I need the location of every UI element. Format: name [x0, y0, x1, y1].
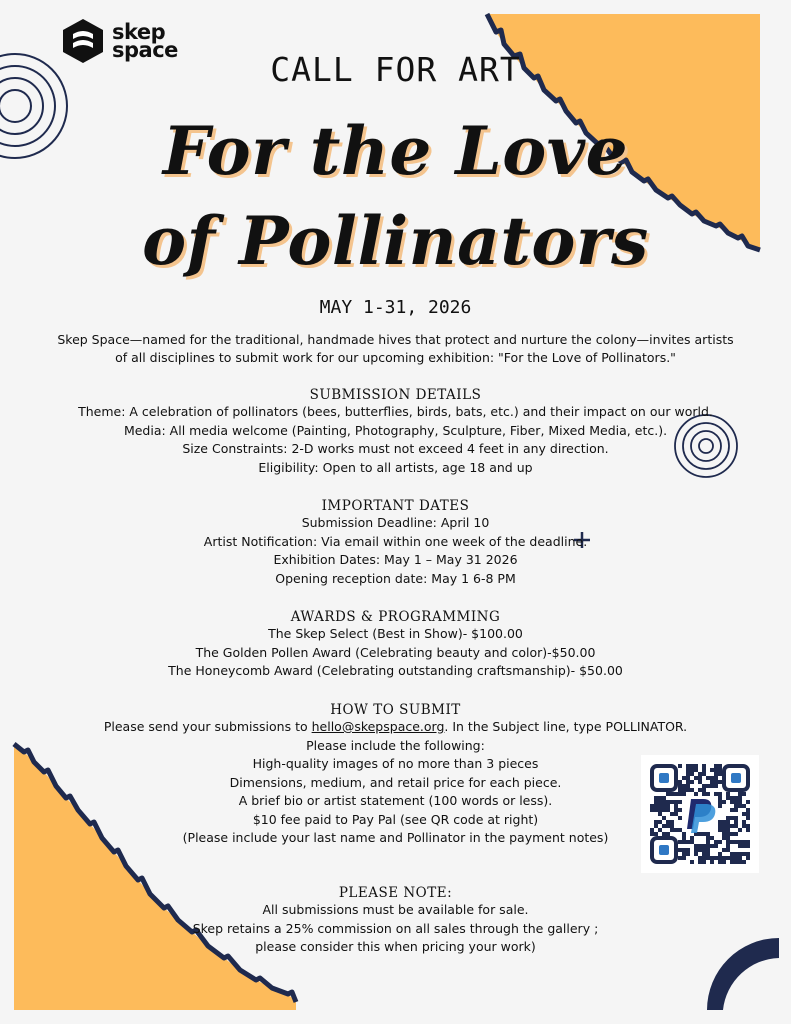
howto-line: Please include the following:	[306, 737, 485, 753]
awards-heading: AWARDS & PROGRAMMING	[290, 609, 501, 625]
submission-details-section	[0, 387, 791, 477]
title-line-1: For the Love	[162, 112, 629, 190]
call-for-art-kicker: CALL FOR ART	[270, 50, 521, 89]
please-note-section	[0, 885, 791, 957]
send-instructions: Please send your submissions to hello@skepspace.org. In the Subject line, type POLLINATOR.	[103, 719, 688, 734]
submission-line: Media: All media welcome (Painting, Photography, Sculpture, Fiber, Mixed Media, etc.).	[123, 422, 668, 438]
award-line: The Skep Select (Best in Show)- $100.00	[268, 626, 523, 641]
important-dates-heading: IMPORTANT DATES	[321, 498, 470, 514]
howto-line: High-quality images of no more than 3 pieces	[252, 756, 539, 771]
logo-text: skep space	[112, 20, 178, 62]
qr-code-graphic	[641, 755, 759, 873]
howto-line: (Please include your last name and Pollinator in the payment notes)	[182, 830, 609, 845]
awards-section	[0, 609, 791, 681]
email-link[interactable]: hello@skepspace.org	[311, 719, 445, 734]
dates-line: Exhibition Dates: May 1 – May 31 2026	[273, 552, 518, 567]
submission-line: Eligibility: Open to all artists, age 18 and up	[258, 459, 533, 475]
intro-paragraph: Skep Space—named for the traditional, handmade hives that protect and nurture the colony—invites artists of all disciplines to submit work for our upcoming exhibition: "For the Love of Pollinators."	[57, 332, 734, 365]
dates-line: Opening reception date: May 1 6-8 PM	[275, 570, 516, 586]
note-line: Skep retains a 25% commission on all sales through the gallery ;	[192, 920, 599, 936]
award-line: The Honeycomb Award (Celebrating outstanding craftsmanship)- $50.00	[168, 663, 623, 678]
please-note-heading: PLEASE NOTE:	[338, 885, 453, 901]
note-line: All submissions must be available for sale.	[262, 902, 529, 917]
how-to-submit-heading: HOW TO SUBMIT	[330, 702, 461, 718]
dates-line: Artist Notification: Via email within one week of the deadline.	[203, 533, 588, 549]
howto-line: Dimensions, medium, and retail price for each piece.	[229, 774, 562, 790]
paypal-icon	[687, 799, 715, 833]
howto-line: A brief bio or artist statement (100 words or less).	[238, 793, 553, 808]
award-line: The Golden Pollen Award (Celebrating beauty and color)-$50.00	[195, 644, 596, 660]
submission-line: Size Constraints: 2-D works must not exceed 4 feet in any direction.	[182, 441, 609, 456]
howto-line: $10 fee paid to Pay Pal (see QR code at right)	[252, 811, 539, 827]
important-dates-section	[0, 498, 791, 588]
submission-line: Theme: A celebration of pollinators (bees, butterflies, birds, bats, etc.) and their impact on our world.	[78, 404, 713, 419]
title-line-2: of Pollinators	[142, 202, 649, 280]
exhibition-dates-banner: MAY 1-31, 2026	[319, 297, 472, 318]
note-line: please consider this when pricing your work)	[255, 939, 536, 954]
dates-line: Submission Deadline: April 10	[301, 515, 490, 530]
paypal-qr-code[interactable]	[641, 755, 759, 873]
submission-details-heading: SUBMISSION DETAILS	[309, 387, 482, 403]
